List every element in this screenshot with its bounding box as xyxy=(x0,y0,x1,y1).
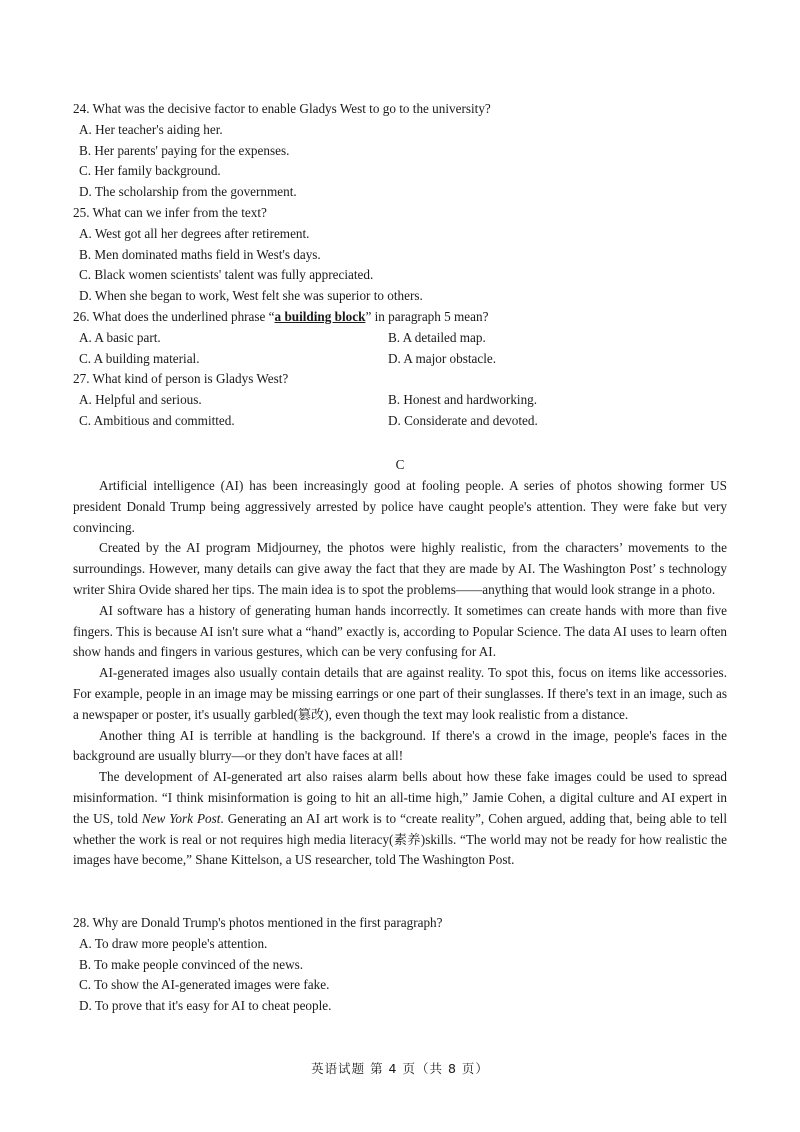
option-26b: B. A detailed map. xyxy=(388,329,486,345)
option-28b: B. To make people convinced of the news. xyxy=(79,956,304,972)
paragraph-2: Created by the AI program Midjourney, the photos were highly realistic, from the characters’ movements to the surroundings. However, many details can give away the fact that they are made by AI. The Washington Post’ s technology writer Shira Ovide shared her tips. The main idea is to spot the problems——anything that would look strange in a photo. xyxy=(73,540,727,597)
option-24d: D. The scholarship from the government. xyxy=(79,184,297,200)
question-28: 28. Why are Donald Trump's photos mentioned in the first paragraph? xyxy=(73,915,443,930)
paragraph-6: The development of AI-generated art also raises alarm bells about how these fake images could be used to spread misinformation. “I think misinformation is going to hit an all-time high,” Jamie Cohen, a digital culture and AI expert in the US, told New York Post. Generating an AI art work is to “create reality”, Cohen argued, adding that, being able to tell whether the work is real or not requires high media literacy(素养)skills. “The world may not be ready for how realistic the images have become,” Shane Kittelson, a US researcher, told The Washington Post. xyxy=(73,769,727,868)
paragraph-5: Another thing AI is terrible at handling is the background. If there's a crowd in the image, people's faces in the background are usually blurry—or they don't have faces at all! xyxy=(73,727,727,764)
questions-24-27 xyxy=(73,99,733,432)
question-25: 25. What can we infer from the text? xyxy=(73,204,267,220)
option-26a: A. A basic part. xyxy=(79,329,161,345)
question-27: 27. What kind of person is Gladys West? xyxy=(73,371,289,387)
section-label: C xyxy=(395,457,405,472)
option-27c: C. Ambitious and committed. xyxy=(79,412,235,428)
option-24a: A. Her teacher's aiding her. xyxy=(79,121,223,137)
option-24b: B. Her parents' paying for the expenses. xyxy=(79,142,290,158)
reading-passage-c xyxy=(73,476,727,871)
page-footer: 英语试题 第 4 页（共 8 页） xyxy=(311,1061,489,1076)
underlined-phrase: a building block xyxy=(274,308,366,324)
option-25c: C. Black women scientists' talent was fully appreciated. xyxy=(79,267,374,283)
option-25a: A. West got all her degrees after retirement. xyxy=(79,225,310,241)
paragraph-3: AI software has a history of generating human hands incorrectly. It sometimes can create hands with more than five fingers. This is because AI isn't sure what a “hand” exactly is, according to Popular Science. The data AI uses to learn often show hands and fingers in various gestures, which can be very confusing for AI. xyxy=(73,602,727,660)
publication-name: New York Post xyxy=(141,810,221,826)
option-24c: C. Her family background. xyxy=(79,163,221,179)
option-26d: D. A major obstacle. xyxy=(388,350,497,366)
options-26-row1 xyxy=(73,328,733,349)
option-25b: B. Men dominated maths field in West's days. xyxy=(79,246,321,262)
option-28d: D. To prove that it's easy for AI to cheat people. xyxy=(79,998,332,1014)
option-25d: D. When she began to work, West felt she was superior to others. xyxy=(79,288,423,304)
paragraph-1: Artificial intelligence (AI) has been increasingly good at fooling people. A series of photos showing former US president Donald Trump being aggressively arrested by police have caught people's attention. They were fake but very convincing. xyxy=(73,478,727,535)
option-27d: D. Considerate and devoted. xyxy=(388,412,538,428)
question-28-block xyxy=(73,913,733,1017)
option-27a: A. Helpful and serious. xyxy=(79,392,202,408)
option-28c: C. To show the AI-generated images were fake. xyxy=(79,977,330,993)
option-26c: C. A building material. xyxy=(79,350,200,366)
options-27-row2 xyxy=(73,411,733,432)
option-27b: B. Honest and hardworking. xyxy=(388,392,538,408)
options-26-row2 xyxy=(73,349,733,370)
options-27-row1 xyxy=(73,390,733,411)
question-24: 24. What was the decisive factor to enable Gladys West to go to the university? xyxy=(73,101,491,116)
option-28a: A. To draw more people's attention. xyxy=(79,935,268,951)
question-26: 26. What does the underlined phrase “a building block” in paragraph 5 mean? xyxy=(73,308,489,324)
paragraph-4: AI-generated images also usually contain details that are against reality. To spot this, focus on items like accessories. For example, people in an image may be missing earrings or one part of their sunglasses. If there's text in an image, such as a newspaper or poster, it's usually garbled(篡改), even though the text may look realistic from a distance. xyxy=(73,665,727,722)
